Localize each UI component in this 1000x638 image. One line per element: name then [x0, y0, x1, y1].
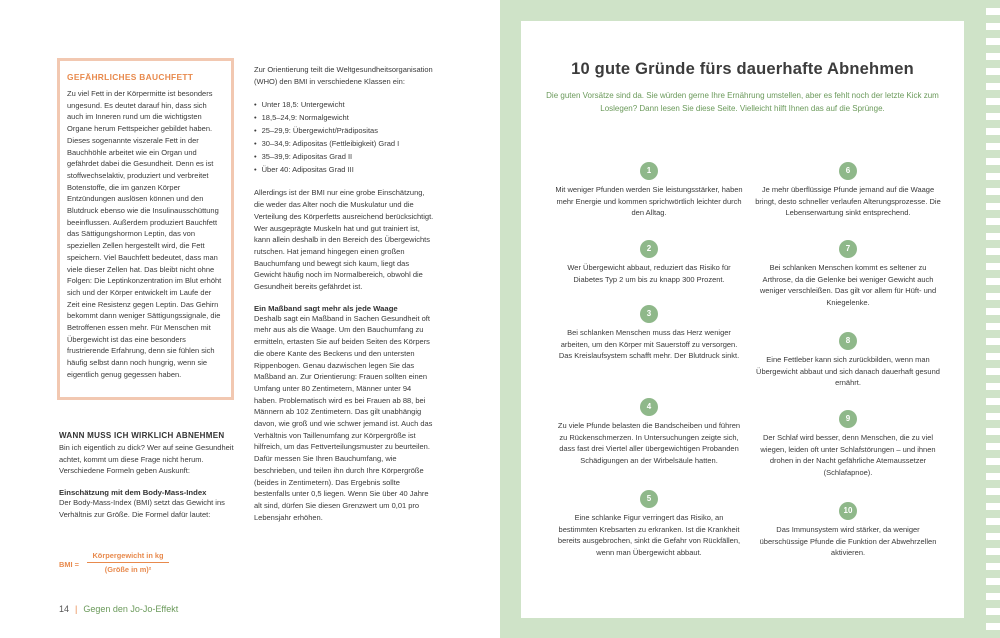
- bmi-formula: [59, 551, 239, 577]
- reason-text: Bei schlanken Menschen muss das Herz weniger arbeiten, um den Körper mit Sauerstoff zu versorgen. Das Kreislaufsystem schafft mehr. Der Blutdruck sinkt.: [558, 328, 740, 361]
- reason-text: Mit weniger Pfunden werden Sie leistungsstärker, haben mehr Energie und kommen sprichwörtlich leichter durch den Alltag.: [555, 185, 743, 218]
- reason-item: [754, 410, 942, 479]
- reason-text: Der Schlaf wird besser, denn Menschen, die zu viel wiegen, leiden oft unter Schlafstörungen – und ihnen drohen in der Nacht gefährliche Atemaussetzer (Schlafapnoe).: [760, 433, 936, 478]
- number-badge: 3: [640, 305, 658, 323]
- info-box-title: GEFÄHRLICHES BAUCHFETT: [67, 72, 194, 82]
- list-item: • 30–34,9: Adipositas (Fettleibigkeit) Grad I: [254, 137, 436, 150]
- info-box-belly-fat: [57, 58, 234, 400]
- page-title: 10 gute Gründe fürs dauerhafte Abnehmen: [571, 60, 914, 78]
- bmi-limitations: [254, 187, 436, 292]
- info-box-text: [67, 88, 224, 381]
- column-2-section: [254, 64, 436, 523]
- page-footer: [59, 604, 178, 614]
- reason-item: [754, 240, 942, 309]
- section-intro: [59, 442, 237, 477]
- decorative-stripes: [986, 0, 1000, 638]
- number-badge: 7: [839, 240, 857, 258]
- bmi-limitations-paragraph: Allerdings ist der BMI nur eine grobe Einschätzung, die weder das Alter noch die Muskulatur und die Verteilung des Körperfetts ausreichend berücksichtigt. Wer ausgeprägte Muskeln hat und gut trainiert ist, kann allein deshalb in den Bereich des Übergewichts rutschen. Hat jemand hingegen einen großen Bauchumfang und bewegt sich kaum, liegt das Gewicht häufig noch im Normalbereich, obwohl die Gesundheit bereits gefährdet ist.: [254, 188, 434, 292]
- running-title: Gegen den Jo-Jo-Effekt: [83, 604, 179, 614]
- tape-measure-text: [254, 313, 436, 524]
- reason-text: Bei schlanken Menschen kommt es seltener zu Arthrose, da die Gelenke bei weniger Gewicht auch weniger verschleißen. Das gilt vor allem für Hüft- und Kniegelenke.: [759, 263, 937, 308]
- section-heading: WANN MUSS ICH WIRKLICH ABNEHMEN: [59, 431, 225, 440]
- reason-item: [555, 398, 743, 467]
- number-badge: 10: [839, 502, 857, 520]
- reason-text: Eine Fettleber kann sich zurückbilden, wenn man Übergewicht abbaut und sich danach dauerhaft gesund ernährt.: [756, 355, 940, 388]
- formula-lhs: BMI =: [59, 560, 79, 569]
- reason-text: Je mehr überflüssige Pfunde jemand auf die Waage bringt, desto schneller verlaufen Alterungsprozesse. Die Lebenserwartung sinkt entsprechend.: [755, 185, 941, 218]
- bmi-subheading: Einschätzung mit dem Body-Mass-Index: [59, 488, 207, 498]
- list-item: • Unter 18,5: Untergewicht: [254, 98, 436, 111]
- right-page: [500, 0, 1000, 638]
- section-intro-paragraph: Bin ich eigentlich zu dick? Wer auf seine Gesundheit achtet, kommt um diese Frage nicht herum. Verschiedene Formeln geben Auskunft:: [59, 443, 234, 476]
- reason-item: [555, 490, 743, 559]
- reason-item: [754, 162, 942, 219]
- reason-item: [754, 332, 942, 389]
- reason-item: [754, 502, 942, 559]
- formula-numerator: Körpergewicht in kg: [92, 551, 164, 560]
- number-badge: 6: [839, 162, 857, 180]
- number-badge: 5: [640, 490, 658, 508]
- formula-fraction-bar: [87, 562, 169, 563]
- bmi-explanation-paragraph: Der Body-Mass-Index (BMI) setzt das Gewicht ins Verhältnis zur Größe. Die Formel dafür lautet:: [59, 498, 225, 519]
- number-badge: 1: [640, 162, 658, 180]
- reasons-panel: [521, 21, 964, 618]
- reason-text: Das Immunsystem wird stärker, da weniger überschüssige Pfunde die Funktion der Abwehrzellen aktivieren.: [759, 525, 937, 558]
- reason-text: Wer Übergewicht abbaut, reduziert das Risiko für Diabetes Typ 2 um bis zu knapp 300 Prozent.: [567, 263, 731, 284]
- column-1-section: [59, 431, 237, 521]
- who-intro: [254, 64, 436, 87]
- bmi-explanation: [59, 497, 237, 520]
- reason-item: [555, 240, 743, 285]
- page-number: 14: [59, 604, 70, 614]
- number-badge: 9: [839, 410, 857, 428]
- number-badge: 8: [839, 332, 857, 350]
- intro-text: Die guten Vorsätze sind da. Sie würden gerne Ihre Ernährung umstellen, aber es fehlt noch der letzte Kick zum Loslegen? Dann lesen Sie diese Seite. Vielleicht hilft Ihnen das auf die Sprünge.: [546, 91, 939, 113]
- list-item: • Über 40: Adipositas Grad III: [254, 163, 436, 176]
- reason-text: Eine schlanke Figur verringert das Risiko, an bestimmten Krebsarten zu erkranken. Ist die Krankheit bereits ausgebrochen, sinkt die Gefahr von Rückfällen, wenn man Übergewicht abbaut.: [557, 513, 741, 558]
- footer-separator: |: [75, 604, 78, 614]
- list-item: • 35–39,9: Adipositas Grad II: [254, 150, 436, 163]
- tape-measure-subheading: Ein Maßband sagt mehr als jede Waage: [254, 303, 398, 313]
- tape-measure-paragraph: Deshalb sagt ein Maßband in Sachen Gesundheit oft mehr aus als die Waage. Um den Bauchumfang zu ermitteln, ertasten Sie auf beiden Seiten des Körpers die obere Kante des Beckens und den untersten Rippenbogen. Genau dazwischen legen Sie das Maßband an. Zur Orientierung: Frauen sollten einen Umfang unter 80 Zentimetern, Männer unter 94 haben. Problematisch wird es bei Frauen ab 88, bei Männern ab 102 Zentimetern. Das gilt unabhängig davon, wie groß und wie schwer jemand ist. Auch das Verhältnis von Taillenumfang zur Körpergröße ist hilfreich, um das Fettverteilungsmuster zu beurteilen. Dafür messen Sie Ihren Bauchumfang, wie beschrieben, und teilen ihn durch Ihre Körpergröße (beides in Zentimetern). Das Ergebnis sollte bestenfalls unter 0,5 liegen. Wenn Sie über 40 Jahre alt sind, dürfen Sie diesen Grenzwert um 0,01 pro Lebensjahr erhöhen.: [254, 313, 433, 522]
- info-box-paragraph: Zu viel Fett in der Körpermitte ist besonders ungesund. Es deutet darauf hin, dass sich auch im Inneren rund um die wichtigsten Organe herum Fettspeicher gebildet haben. Dieses sogenannte viszerale Fett in der Bauchhöhle arbeitet wie ein Organ und gefährdet dabei die Gesundheit. Denn es ist stoffwechselaktiv, produziert und verbreitet Botenstoffe, die im ganzen Körper Entzündungen auslösen können und den Blutdruck ebenso wie die Insulinausschüttung beeinflussen. Außerdem produziert Bauchfett das Sättigungshormon Leptin, das von speziellen Zellen hergestellt wird, die Fett speichern. Viel Bauchfett bedeutet, dass man viele dieser Zellen hat. Das bleibt nicht ohne Folgen: Die Leptinkonzentration im Blut erhöht sich und der Körper entwickelt im Laufe der Zeit eine Resistenz gegen Leptin. Das Gehirn bekommt dann weniger Sättigungssignale, die Betroffenen essen mehr. Für Menschen mit Übergewicht ist das eine besonders frustrierende Erfahrung, denn sie fühlen sich häufig selbst dann noch hungrig, wenn sie eigentlich genug gegessen haben.: [67, 89, 222, 379]
- list-item: • 25–29,9: Übergewicht/Prädipositas: [254, 124, 436, 137]
- reason-text: Zu viele Pfunde belasten die Bandscheiben und führen zu Rückenschmerzen. In Untersuchungen zeigte sich, dass fast drei Viertel aller übergewichtigen Probanden Schädigungen an der Wirbelsäule hatten.: [557, 421, 741, 466]
- who-intro-paragraph: Zur Orientierung teilt die Weltgesundheitsorganisation (WHO) den BMI in verschiedene Klassen ein:: [254, 65, 433, 86]
- list-item: • 18,5–24,9: Normalgewicht: [254, 111, 436, 124]
- bmi-class-list: [254, 98, 436, 176]
- number-badge: 2: [640, 240, 658, 258]
- formula-denominator: (Größe in m)²: [104, 565, 152, 574]
- reason-item: [555, 305, 743, 362]
- reason-item: [555, 162, 743, 219]
- number-badge: 4: [640, 398, 658, 416]
